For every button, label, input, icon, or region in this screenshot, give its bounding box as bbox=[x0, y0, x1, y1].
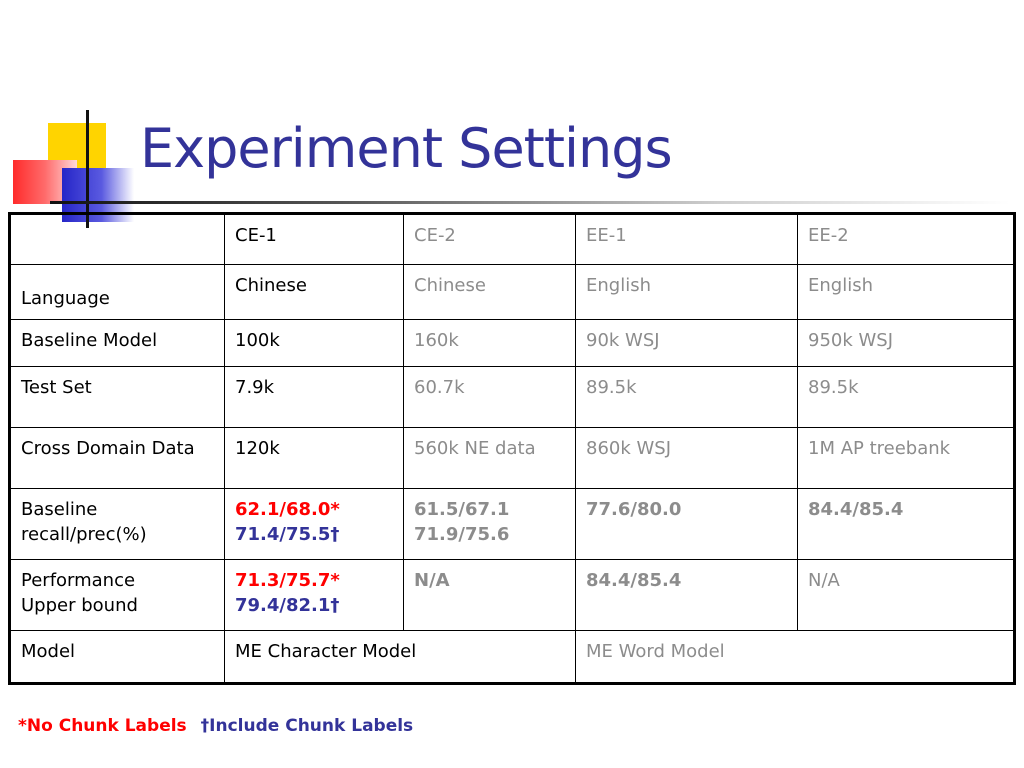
cell-ee1: English bbox=[576, 265, 798, 320]
cell-ce2: Chinese bbox=[404, 265, 576, 320]
table-row-language bbox=[10, 265, 1015, 320]
cell-ee1: 860k WSJ bbox=[576, 428, 798, 489]
table-row-test-set bbox=[10, 367, 1015, 428]
cell-ce2 bbox=[404, 489, 576, 560]
cell-ee1: 84.4/85.4 bbox=[576, 560, 798, 631]
cell-ce1-no-chunk: 71.3/75.7* bbox=[235, 570, 340, 591]
table-row-baseline-model bbox=[10, 320, 1015, 367]
settings-table bbox=[8, 212, 1016, 685]
row-label-line1: Baseline bbox=[21, 499, 98, 520]
footnotes bbox=[18, 716, 427, 736]
cell-ce1: 120k bbox=[225, 428, 404, 489]
table-row-cross-domain-data bbox=[10, 428, 1015, 489]
cell-ee2: 950k WSJ bbox=[798, 320, 1015, 367]
cell-ee-model: ME Word Model bbox=[576, 631, 1015, 684]
title-underline bbox=[50, 201, 1010, 204]
header-cell-empty bbox=[10, 214, 225, 265]
cell-ce1-include-chunk: 79.4/82.1† bbox=[235, 595, 340, 617]
cell-ee1: 90k WSJ bbox=[576, 320, 798, 367]
table-header-row bbox=[10, 214, 1015, 265]
cell-ce2: 160k bbox=[404, 320, 576, 367]
row-label: Model bbox=[10, 631, 225, 684]
cell-ee1: 89.5k bbox=[576, 367, 798, 428]
row-label-line2: Upper bound bbox=[21, 595, 138, 617]
header-cell-ce1: CE-1 bbox=[225, 214, 404, 265]
footnote-no-chunk: *No Chunk Labels bbox=[18, 716, 187, 736]
cell-ce1-include-chunk: 71.4/75.5† bbox=[235, 524, 340, 546]
cell-ee2: English bbox=[798, 265, 1015, 320]
row-label: Language bbox=[10, 265, 225, 320]
cell-ce2: 60.7k bbox=[404, 367, 576, 428]
cell-ce-model: ME Character Model bbox=[225, 631, 576, 684]
cell-ce1: Chinese bbox=[225, 265, 404, 320]
row-label: Cross Domain Data bbox=[10, 428, 225, 489]
cell-ce1 bbox=[225, 489, 404, 560]
slide-title: Experiment Settings bbox=[140, 117, 672, 180]
cell-ee2: 1M AP treebank bbox=[798, 428, 1015, 489]
cell-ce2-line1: 61.5/67.1 bbox=[414, 499, 510, 520]
cell-ce1-no-chunk: 62.1/68.0* bbox=[235, 499, 340, 520]
row-label: Baseline Model bbox=[10, 320, 225, 367]
header-cell-ee1: EE-1 bbox=[576, 214, 798, 265]
cell-ce2: N/A bbox=[404, 560, 576, 631]
cell-ce1: 7.9k bbox=[225, 367, 404, 428]
cell-ee1: 77.6/80.0 bbox=[576, 489, 798, 560]
table-row-baseline-recall bbox=[10, 489, 1015, 560]
row-label bbox=[10, 489, 225, 560]
cell-ce2: 560k NE data bbox=[404, 428, 576, 489]
cell-ce2-line2: 71.9/75.6 bbox=[414, 524, 510, 546]
table-row-upper-bound bbox=[10, 560, 1015, 631]
footnote-include-chunk: †Include Chunk Labels bbox=[200, 716, 414, 736]
row-label: Test Set bbox=[10, 367, 225, 428]
header-cell-ee2: EE-2 bbox=[798, 214, 1015, 265]
cell-ee2: 89.5k bbox=[798, 367, 1015, 428]
decor-vertical-line bbox=[86, 110, 89, 228]
header-cell-ce2: CE-2 bbox=[404, 214, 576, 265]
table-row-model bbox=[10, 631, 1015, 684]
row-label-line1: Performance bbox=[21, 570, 136, 591]
cell-ee2: N/A bbox=[798, 560, 1015, 631]
row-label bbox=[10, 560, 225, 631]
cell-ce1: 100k bbox=[225, 320, 404, 367]
cell-ce1 bbox=[225, 560, 404, 631]
row-label-line2: recall/prec(%) bbox=[21, 524, 147, 546]
cell-ee2: 84.4/85.4 bbox=[798, 489, 1015, 560]
